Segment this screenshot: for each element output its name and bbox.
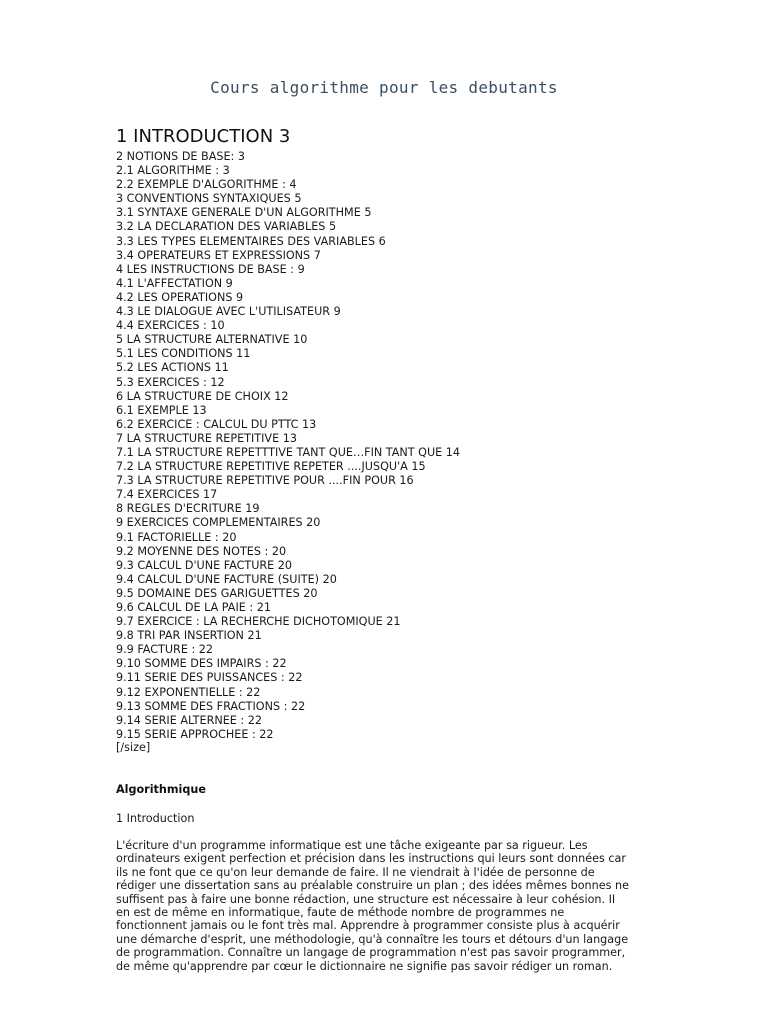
- toc-item: 2 NOTIONS DE BASE: 3: [116, 150, 245, 163]
- toc-item: 9.10 SOMME DES IMPAIRS : 22: [116, 657, 287, 671]
- toc-item: 4 LES INSTRUCTIONS DE BASE : 9: [116, 262, 305, 276]
- toc-item: 5 LA STRUCTURE ALTERNATIVE 10: [116, 333, 308, 347]
- toc-item: 9.6 CALCUL DE LA PAIE : 21: [116, 601, 271, 614]
- toc-item: 3.3 LES TYPES ELEMENTAIRES DES VARIABLES 6: [116, 234, 386, 248]
- toc-item: 6 LA STRUCTURE DE CHOIX 12: [116, 389, 289, 403]
- toc-item: 5.2 LES ACTIONS 11: [116, 361, 229, 375]
- toc-item: 2.2 EXEMPLE D'ALGORITHME : 4: [116, 178, 297, 192]
- paragraph-line: suffisent pas à faire une bonne rédaction, une structure est nécessaire à leur cohésion. II: [116, 892, 616, 906]
- toc-item: 9.3 CALCUL D'UNE FACTURE 20: [116, 558, 293, 572]
- size-tag: [/size]: [116, 741, 151, 754]
- toc-item: 9.15 SERIE APPROCHEE : 22: [116, 727, 274, 741]
- table-of-contents: [116, 150, 460, 742]
- paragraph-line: en est de même en informatique, faute de méthode nombre de programmes ne: [116, 906, 565, 920]
- toc-heading: 1 INTRODUCTION 3: [116, 126, 291, 147]
- toc-item: 3 CONVENTIONS SYNTAXIQUES 5: [116, 192, 302, 206]
- paragraph-line: fonctionnent jamais ou le font très mal. Apprendre à programmer consiste plus à acquérir: [116, 919, 620, 933]
- sub-heading: 1 Introduction: [116, 812, 195, 825]
- toc-item: 3.4 OPERATEURS ET EXPRESSIONS 7: [116, 248, 321, 262]
- toc-item: 9 EXERCICES COMPLEMENTAIRES 20: [116, 516, 321, 530]
- toc-item: 8 REGLES D'ECRITURE 19: [116, 502, 260, 516]
- toc-item: 4.1 L'AFFECTATION 9: [116, 276, 233, 290]
- toc-item: 3.2 LA DECLARATION DES VARIABLES 5: [116, 220, 337, 234]
- toc-item: 4.3 LE DIALOGUE AVEC L'UTILISATEUR 9: [116, 305, 341, 319]
- toc-item: 2.1 ALGORITHME : 3: [116, 164, 230, 178]
- toc-item: 9.1 FACTORIELLE : 20: [116, 530, 237, 544]
- introduction-paragraph: [116, 839, 661, 973]
- toc-item: 9.5 DOMAINE DES GARIGUETTES 20: [116, 586, 318, 600]
- section-heading: Algorithmique: [116, 783, 206, 796]
- toc-item: 9.7 EXERCICE : LA RECHERCHE DICHOTOMIQUE 21: [116, 615, 401, 629]
- toc-item: 7.4 EXERCICES 17: [116, 488, 218, 502]
- toc-item: 7 LA STRUCTURE REPETITIVE 13: [116, 431, 297, 445]
- toc-item: 7.3 LA STRUCTURE REPETITIVE POUR ....FIN POUR 16: [116, 474, 414, 488]
- paragraph-line: ils ne font que ce qu'on leur demande de faire. Il ne viendrait à l'idée de personne de: [116, 865, 595, 879]
- toc-item: 9.8 TRI PAR INSERTION 21: [116, 629, 262, 643]
- paragraph-line: L'écriture d'un programme informatique est une tâche exigeante par sa rigueur. Les: [116, 839, 588, 852]
- paragraph-line: une démarche d'esprit, une méthodologie, qu'à connaître les tours et détours d'un langage: [116, 932, 629, 946]
- toc-item: 6.2 EXERCICE : CALCUL DU PTTC 13: [116, 417, 317, 431]
- toc-item: 9.4 CALCUL D'UNE FACTURE (SUITE) 20: [116, 572, 337, 586]
- toc-item: 5.1 LES CONDITIONS 11: [116, 347, 251, 361]
- toc-item: 9.9 FACTURE : 22: [116, 643, 214, 657]
- toc-item: 9.12 EXPONENTIELLE : 22: [116, 685, 261, 699]
- toc-item: 4.2 LES OPERATIONS 9: [116, 290, 244, 304]
- toc-item: 5.3 EXERCICES : 12: [116, 375, 225, 389]
- paragraph-line: de même qu'apprendre par cœur le dictionnaire ne signifie pas savoir rédiger un roman.: [116, 959, 613, 973]
- toc-item: 9.2 MOYENNE DES NOTES : 20: [116, 544, 287, 558]
- toc-item: 7.1 LA STRUCTURE REPETTTIVE TANT QUE…FIN TANT QUE 14: [116, 445, 461, 459]
- paragraph-line: rédiger une dissertation sans au préalable construire un plan ; des idées mêmes bonnes ne: [116, 879, 629, 893]
- toc-item: 6.1 EXEMPLE 13: [116, 403, 207, 417]
- toc-item: 9.14 SERIE ALTERNEE : 22: [116, 713, 262, 727]
- document-title: Cours algorithme pour les debutants: [210, 78, 558, 97]
- paragraph-line: ordinateurs exigent perfection et précision dans les instructions qui leurs sont données car: [116, 852, 626, 866]
- toc-item: 9.11 SERIE DES PUISSANCES : 22: [116, 671, 303, 685]
- toc-item: 4.4 EXERCICES : 10: [116, 319, 225, 333]
- paragraph-line: de programmation. Connaître un langage de programmation n'est pas savoir programmer,: [116, 946, 626, 960]
- toc-item: 7.2 LA STRUCTURE REPETITIVE REPETER ....JUSQU'A 15: [116, 460, 426, 474]
- toc-item: 3.1 SYNTAXE GENERALE D'UN ALGORITHME 5: [116, 206, 372, 220]
- toc-item: 9.13 SOMME DES FRACTIONS : 22: [116, 699, 306, 713]
